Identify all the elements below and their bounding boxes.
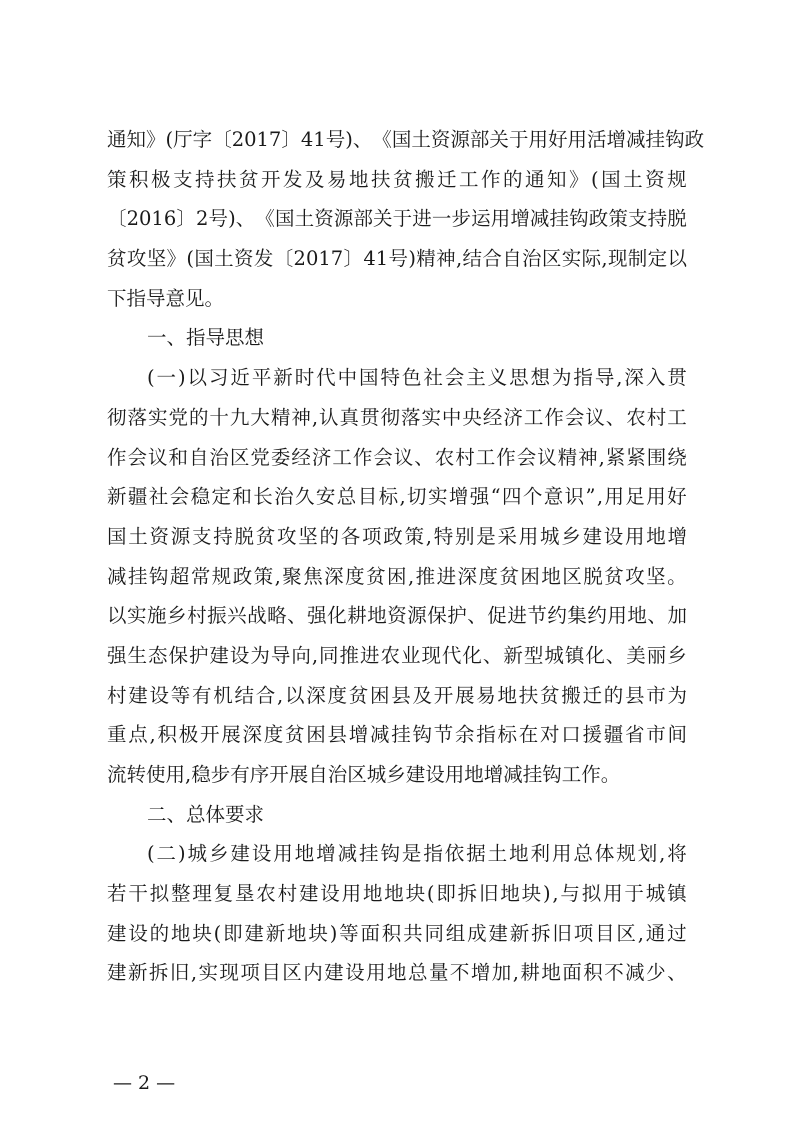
text-line: 策 积 极 支 持 扶 贫 开 发 及 易 地 扶 贫 搬 迁 工 作 的 通 知 》 ( 国 土 资 规 [107, 167, 687, 191]
text-line: 村 建 设 等 有 机 结 合 , 以 深 度 贫 困 县 及 开 展 易 地 扶 贫 搬 迁 的 县 市 为 [107, 683, 687, 707]
text-line: 彻 落 实 党 的 十 九 大 精 神 , 认 真 贯 彻 落 实 中 央 经 济 工 作 会 议 、 农 村 工 [107, 405, 687, 429]
text-line: 作 会 议 和 自 治 区 党 委 经 济 工 作 会 议 、 农 村 工 作 会 议 精 神 , 紧 紧 围 绕 [107, 445, 687, 469]
text-line: 若 干 拟 整 理 复 垦 农 村 建 设 用 地 地 块 ( 即 拆 旧 地 块 ) , 与 拟 用 于 城 镇 [107, 882, 687, 906]
text-line: ( 一 ) 以 习 近 平 新 时 代 中 国 特 色 社 会 主 义 思 想 为 指 导 , 深 入 贯 [147, 366, 687, 390]
text-line: 国 土 资 源 支 持 脱 贫 攻 坚 的 各 项 政 策 , 特 别 是 采 用 城 乡 建 设 用 地 增 [107, 524, 687, 548]
text-line: 建 设 的 地 块 ( 即 建 新 地 块 ) 等 面 积 共 同 组 成 建 新 拆 旧 项 目 区 , 通 过 [107, 921, 687, 945]
text-line: 减 挂 钩 超 常 规 政 策 , 聚 焦 深 度 贫 困 , 推 进 深 度 贫 困 地 区 脱 贫 攻 坚 。 [107, 564, 687, 588]
text-line: ( 二 ) 城 乡 建 设 用 地 增 减 挂 钩 是 指 依 据 土 地 利 用 总 体 规 划 , 将 [147, 842, 687, 866]
text-line: 贫 攻 坚 》 ( 国 土 资 发 〔 2017 〕 41 号 ) 精 神 , 结 合 自 治 区 实 际 , 现 制 定 以 [107, 247, 687, 271]
page-number: — 2 — [113, 1072, 176, 1094]
text-line: 以 实 施 乡 村 振 兴 战 略 、 强 化 耕 地 资 源 保 护 、 促 进 节 约 集 约 用 地 、 加 [107, 604, 687, 628]
text-line: 强 生 态 保 护 建 设 为 导 向 , 同 推 进 农 业 现 代 化 、 新 型 城 镇 化 、 美 丽 乡 [107, 643, 687, 667]
text-line: 一、指导思想 [147, 326, 265, 350]
text-line: 新 疆 社 会 稳 定 和 长 治 久 安 总 目 标 , 切 实 增 强 “ 四 个 意 识 ” , 用 足 用 好 [107, 485, 687, 509]
text-line: 〔 2016 〕 2 号 ) 、 《 国 土 资 源 部 关 于 进 一 步 运 用 增 减 挂 钩 政 策 支 持 脱 [107, 207, 687, 231]
text-line: 下指导意见。 [107, 286, 225, 310]
text-line: 二、总体要求 [147, 802, 265, 826]
text-line: 重 点 , 积 极 开 展 深 度 贫 困 县 增 减 挂 钩 节 余 指 标 在 对 口 援 疆 省 市 间 [107, 723, 687, 747]
document-body [107, 120, 705, 993]
text-line: 通 知 》 ( 厅 字 〔 2017 〕 41 号 ) 、 《 国 土 资 源 部 关 于 用 好 用 活 增 减 挂 钩 政 [107, 128, 705, 151]
text-line: 建 新 拆 旧 , 实 现 项 目 区 内 建 设 用 地 总 量 不 增 加 , 耕 地 面 积 不 减 少 、 [107, 961, 687, 985]
text-line: 流转使用,稳步有序开展自治区城乡建设用地增减挂钩工作。 [107, 763, 621, 786]
